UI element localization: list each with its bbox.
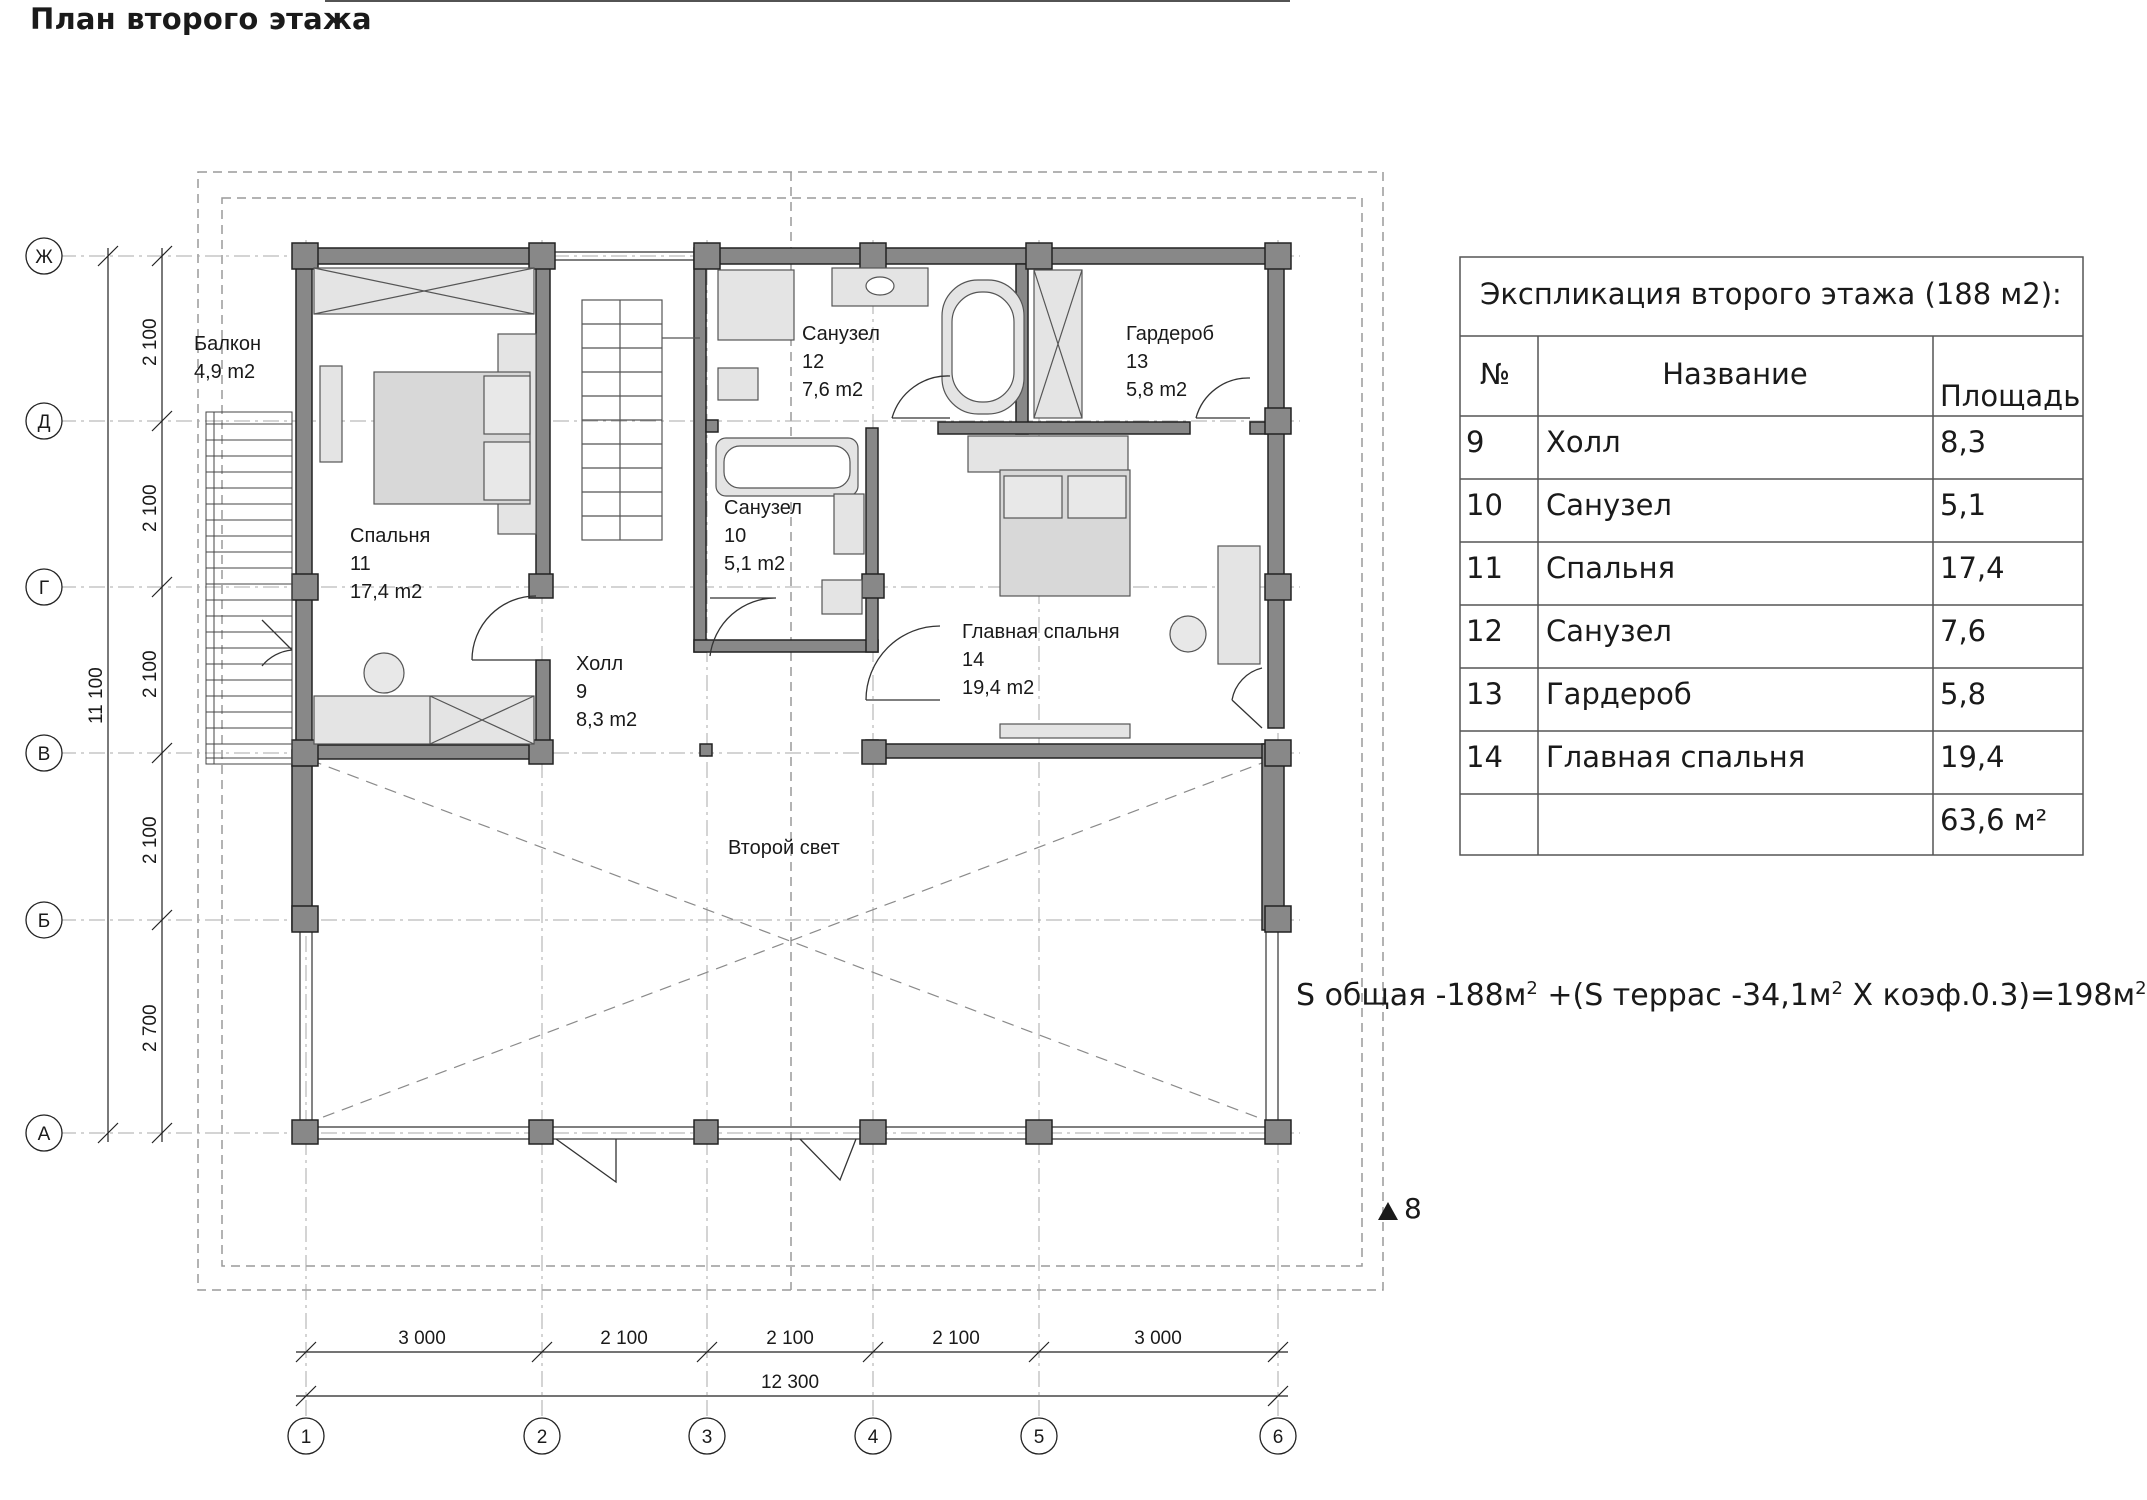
dim-bottom-total: 12 300 [760, 1372, 820, 1393]
formula-part-1: S общая -188м [1296, 978, 1527, 1013]
formula-part-2: +(S террас -34,1м [1537, 978, 1832, 1013]
bath12-name: Санузел [802, 323, 880, 345]
bath10-name: Санузел [724, 497, 802, 519]
table-row-num: 13 [1466, 677, 1503, 711]
table-header-area: Площадь [1940, 379, 2081, 413]
page-title: План второго этажа [30, 2, 372, 36]
dim-left-5: 2 700 [140, 1004, 161, 1052]
table-row-name: Гардероб [1546, 677, 1692, 711]
dim-left-1: 2 100 [140, 318, 161, 366]
void-diagonals [310, 760, 1270, 1122]
dim-bottom-3: 2 100 [766, 1328, 814, 1349]
row-axis-4: В [37, 744, 51, 765]
master-name: Главная спальня [962, 621, 1120, 643]
formula-part-3: X коэф.0.3)=198м [1842, 978, 2136, 1013]
col-axis-5: 5 [1033, 1427, 1045, 1448]
section-marker [1378, 1192, 1422, 1225]
table-header-name: Название [1662, 357, 1808, 391]
table-row-name: Главная спальня [1546, 740, 1806, 774]
bath12-area: 7,6 m2 [802, 379, 864, 401]
table-row-area: 17,4 [1940, 551, 2005, 585]
bottom-dimension-labels [398, 1328, 1182, 1393]
table-row-area: 5,1 [1940, 488, 1987, 522]
table-row-name: Санузел [1546, 614, 1672, 648]
formula-sup-2: 2 [1831, 978, 1843, 999]
left-dimension-labels [86, 318, 161, 1052]
triangle-icon [1378, 1202, 1398, 1220]
row-axis-6: А [37, 1124, 51, 1145]
table-row-num: 12 [1466, 614, 1503, 648]
table-row-num: 11 [1466, 551, 1503, 585]
balcony-deck [206, 412, 292, 764]
table-row-name: Санузел [1546, 488, 1672, 522]
area-formula [1296, 978, 2147, 1013]
balcony-area: 4,9 m2 [194, 361, 256, 383]
staircase [582, 300, 700, 540]
row-axis-5: Б [37, 911, 51, 932]
table-total: 63,6 м² [1940, 803, 2048, 837]
explication-table-text [1466, 277, 2080, 837]
bedroom-area: 17,4 m2 [350, 581, 423, 603]
table-row-num: 10 [1466, 488, 1503, 522]
col-axis-3: 3 [701, 1427, 713, 1448]
table-row-area: 5,8 [1940, 677, 1987, 711]
bath10-area: 5,1 m2 [724, 553, 786, 575]
dim-bottom-5: 3 000 [1134, 1328, 1182, 1349]
balcony-name: Балкон [194, 333, 262, 355]
formula-sup-3: 2 [2135, 978, 2147, 999]
table-header-num: № [1480, 357, 1511, 391]
table-row-name: Холл [1546, 425, 1621, 459]
table-row-area: 19,4 [1940, 740, 2005, 774]
row-axis-markers [26, 238, 62, 1151]
table-row-num: 9 [1466, 425, 1485, 459]
row-axis-3: Г [38, 578, 50, 599]
dim-bottom-1: 3 000 [398, 1328, 446, 1349]
col-axis-4: 4 [867, 1427, 879, 1448]
row-axis-1: Ж [35, 247, 53, 268]
wardrobe-name: Гардероб [1126, 323, 1214, 345]
bedroom-name: Спальня [350, 525, 431, 547]
table-row-area: 7,6 [1940, 614, 1987, 648]
table-row-area: 8,3 [1940, 425, 1987, 459]
hall-area: 8,3 m2 [576, 709, 638, 731]
formula-sup-1: 2 [1526, 978, 1538, 999]
axis-gridlines [60, 240, 1300, 1420]
bedroom-num: 11 [350, 553, 371, 575]
table-row-num: 14 [1466, 740, 1503, 774]
bath10-num: 10 [724, 525, 747, 547]
void-name: Второй свет [728, 837, 840, 859]
dim-left-4: 2 100 [140, 816, 161, 864]
master-area: 19,4 m2 [962, 677, 1035, 699]
wardrobe-area: 5,8 m2 [1126, 379, 1188, 401]
dim-left-2: 2 100 [140, 484, 161, 532]
table-title: Экспликация второго этажа (188 м2): [1480, 277, 2062, 311]
dim-left-total: 11 100 [86, 667, 107, 724]
hall-num: 9 [576, 681, 588, 703]
dim-bottom-4: 2 100 [932, 1328, 980, 1349]
bath12-num: 12 [802, 351, 825, 373]
dim-bottom-2: 2 100 [600, 1328, 648, 1349]
col-axis-1: 1 [300, 1427, 312, 1448]
wardrobe-num: 13 [1126, 351, 1149, 373]
master-num: 14 [962, 649, 985, 671]
col-axis-2: 2 [536, 1427, 548, 1448]
dim-left-3: 2 100 [140, 650, 161, 698]
col-axis-6: 6 [1272, 1427, 1284, 1448]
table-row-name: Спальня [1546, 551, 1676, 585]
hall-name: Холл [576, 653, 624, 675]
section-marker-label: 8 [1404, 1192, 1422, 1225]
column-axis-markers [288, 1418, 1296, 1454]
row-axis-2: Д [37, 412, 51, 433]
